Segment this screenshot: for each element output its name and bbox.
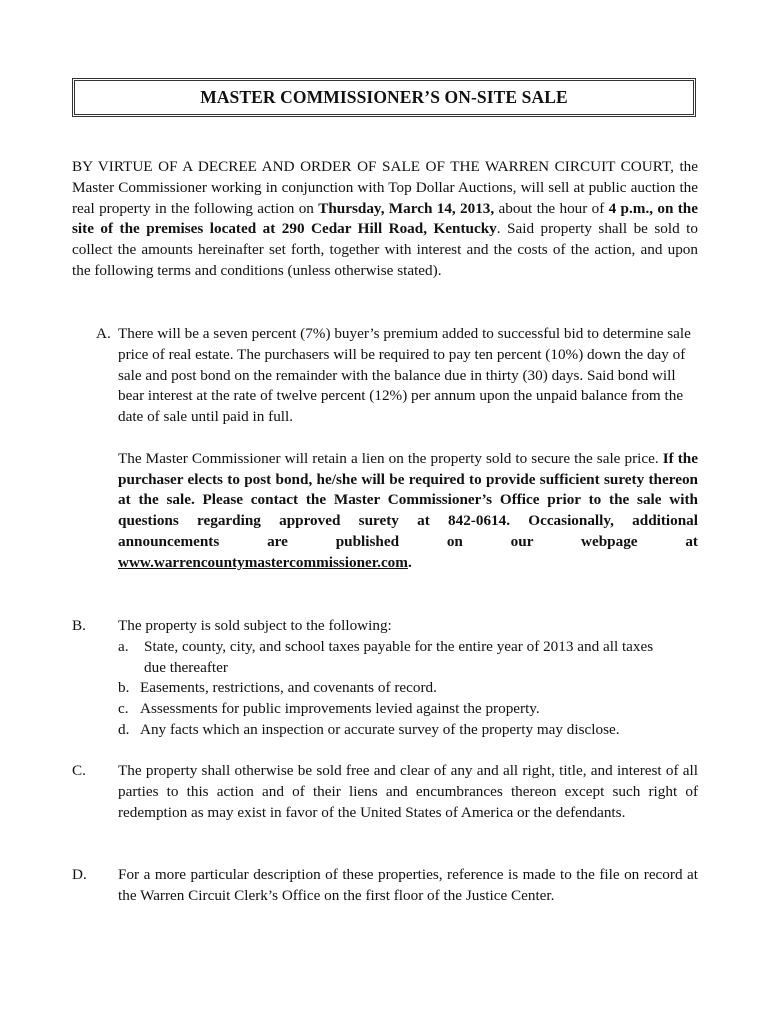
sublist-marker: b. <box>118 679 130 697</box>
item-marker-b: B. <box>72 617 86 634</box>
item-a-paragraph-1: There will be a seven percent (7%) buyer’s premium added to successful bid to determine sale price of real estate. The purchasers will be required to pay ten percent (10%) down the day of sale and post bond on the remainder with the balance due in thirty (30) days. Said bond will bear interest at the rate of twelve percent (12%) per annum upon the unpaid balance from the date of sale until paid in full. <box>118 325 691 426</box>
term-item-d <box>72 865 698 907</box>
sublist-item <box>118 637 698 679</box>
intro-paragraph <box>72 157 698 282</box>
item-marker-c: C. <box>72 762 86 779</box>
item-a-period: . <box>407 553 412 571</box>
sublist-marker: a. <box>118 637 129 655</box>
sublist-marker: d. <box>118 720 130 738</box>
term-item-b <box>72 616 698 741</box>
item-a-paragraph-2 <box>118 449 698 574</box>
item-b-lead: The property is sold subject to the following: <box>118 617 392 634</box>
item-b-sublist <box>118 637 698 741</box>
sublist-text: State, county, city, and school taxes payable for the entire year of 2013 and all taxes due thereafter <box>144 637 654 676</box>
sale-time-location: 4 p.m., on the site of the premises located at 290 Cedar Hill Road, Kentucky <box>72 199 698 238</box>
item-d-text: For a more particular description of these properties, reference is made to the file on record at the Warren Circuit Clerk’s Office on the first floor of the Justice Center. <box>118 866 698 904</box>
term-item-c <box>72 761 698 823</box>
title-box <box>72 78 696 117</box>
term-item-a <box>72 324 698 574</box>
intro-text-2: about the hour of <box>494 199 609 217</box>
sublist-item <box>118 720 698 741</box>
sublist-text: Any facts which an inspection or accurate survey of the property may disclose. <box>140 720 620 738</box>
page-title: MASTER COMMISSIONER’S ON-SITE SALE <box>200 87 568 108</box>
item-a-bold-text: If the purchaser elects to post bond, he/she will be required to provide sufficient surety thereon at the sale. Please contact the Master Commissioner’s Office prior to the sale with questions regarding approved surety at 842-0614. Occasionally, additional announcements are published on our webpage at <box>118 449 698 550</box>
sale-date: Thursday, March 14, 2013, <box>318 199 495 217</box>
item-a-plain-text: The Master Commissioner will retain a lien on the property sold to secure the sale price. <box>118 449 663 467</box>
sublist-item <box>118 678 698 699</box>
intro-text-1: BY VIRTUE OF A DECREE AND ORDER OF SALE OF THE WARREN CIRCUIT COURT, the Master Commissioner working in conjunction with Top Dollar Auctions, will sell at public auction the real property in the following action on <box>72 158 698 217</box>
sublist-text: Easements, restrictions, and covenants of record. <box>140 679 437 697</box>
item-c-text: The property shall otherwise be sold free and clear of any and all right, title, and interest of all parties to this action and of their liens and encumbrances thereon except such right of redemption as may exist in favor of the United States of America or the defendants. <box>118 762 698 821</box>
intro-text-3: . Said property shall be sold to collect the amounts hereinafter set forth, together with interest and the costs of the action, and upon the following terms and conditions (unless otherwise stated). <box>72 220 698 279</box>
sublist-text: Assessments for public improvements levied against the property. <box>140 700 540 718</box>
item-marker-a: A. <box>96 325 111 342</box>
sublist-item <box>118 699 698 720</box>
sublist-marker: c. <box>118 700 129 718</box>
webpage-link[interactable]: www.warrencountymastercommissioner.com <box>118 553 408 571</box>
item-marker-d: D. <box>72 866 87 883</box>
